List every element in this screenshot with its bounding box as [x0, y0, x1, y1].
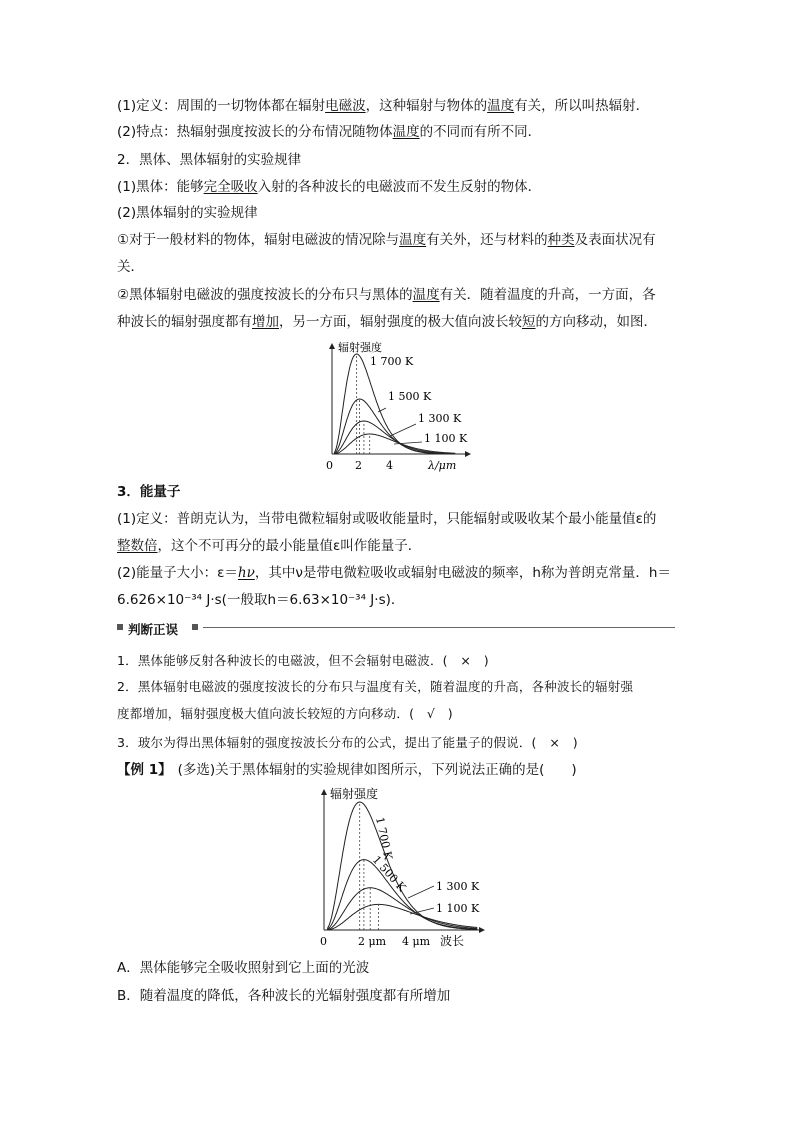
x-tick-4: 4 — [386, 459, 393, 472]
subheading-blackbody-law: (2)黑体辐射的实验规律 — [117, 205, 258, 221]
section-heading-blackbody: 2．黑体、黑体辐射的实验规律 — [117, 152, 302, 168]
option-b: B．随着温度的降低，各种波长的光辐射强度都有所增加 — [117, 988, 451, 1004]
series-label-1300: 1 300 K — [418, 412, 462, 425]
feature-thermal-radiation: (2)特点：热辐射强度按波长的分布情况随物体温度的不同而有所不同． — [117, 124, 542, 140]
square-bullet-icon — [117, 624, 123, 630]
series-label-1700: 1 700 K — [370, 355, 414, 368]
quantum-size: (2)能量子大小：ε＝hν，其中ν是带电微粒吸收或辐射电磁波的频率，h称为普朗克常量．h＝ — [117, 565, 671, 581]
curve-1500K — [327, 860, 477, 930]
def-blackbody: (1)黑体：能够完全吸收入射的各种波长的电磁波而不发生反射的物体． — [117, 179, 542, 195]
def-quantum: (1)定义：普朗克认为，当带电微粒辐射或吸收能量时，只能辐射或吸收某个最小能量值ε的 — [117, 511, 657, 527]
blackbody-chart-2 — [312, 784, 492, 950]
x-axis-label: 波长 — [440, 934, 465, 948]
series-label-1300: 1 300 K — [436, 880, 480, 893]
series-label-1700: 1 700 K — [373, 815, 395, 861]
x-tick-0: 0 — [320, 935, 327, 948]
x-tick-0: 0 — [326, 459, 333, 472]
law-point-1: ①对于一般材料的物体，辐射电磁波的情况除与温度有关外，还与材料的种类及表面状况有 — [117, 232, 656, 248]
y-axis-label: 辐射强度 — [330, 787, 379, 801]
x-tick-2um: 2 μm — [358, 935, 387, 948]
curve-1500K — [334, 399, 455, 454]
series-label-1100: 1 100 K — [436, 902, 480, 915]
judge-title: 判断正误 — [128, 622, 179, 637]
header-rule — [203, 627, 675, 628]
blackbody-chart-1 — [318, 338, 478, 474]
y-axis-label: 辐射强度 — [338, 341, 382, 354]
def-thermal-radiation: (1)定义：周围的一切物体都在辐射电磁波，这种辐射与物体的温度有关，所以叫热辐射． — [117, 98, 650, 114]
judge-item-2: 2．黑体辐射电磁波的强度按波长的分布只与温度有关，随着温度的升高，各种波长的辐射强 — [117, 679, 634, 694]
x-tick-2: 2 — [355, 459, 362, 472]
quantum-size-cont: 6.626×10⁻³⁴ J·s(一般取h＝6.63×10⁻³⁴ J·s)． — [117, 592, 405, 608]
section-heading-quantum: 3．能量子 — [117, 484, 181, 500]
law-point-2: ②黑体辐射电磁波的强度按波长的分布只与黑体的温度有关．随着温度的升高，一方面，各 — [117, 287, 656, 303]
example-1: 【例 1】 (多选)关于黑体辐射的实验规律如图所示，下列说法正确的是( ) — [117, 762, 577, 778]
judge-item-2-cont: 度都增加，辐射强度极大值向波长较短的方向移动．( √ ) — [117, 706, 453, 721]
series-label-1500: 1 500 K — [369, 853, 409, 895]
option-a: A．黑体能够完全吸收照射到它上面的光波 — [117, 960, 370, 976]
square-bullet-icon — [192, 624, 198, 630]
judge-item-3: 3．玻尔为得出黑体辐射的强度按波长分布的公式，提出了能量子的假说．( × ) — [117, 735, 578, 750]
x-tick-4um: 4 μm — [402, 935, 431, 948]
def-quantum-cont: 整数倍，这个不可再分的最小能量值ε叫作能量子． — [117, 538, 422, 554]
judge-item-1: 1．黑体能够反射各种波长的电磁波，但不会辐射电磁波．( × ) — [117, 653, 489, 668]
law-point-1-cont: 关． — [117, 259, 144, 275]
judge-header — [117, 620, 675, 636]
x-axis-label: λ/μm — [428, 459, 457, 472]
law-point-2-cont: 种波长的辐射强度都有增加，另一方面，辐射强度的极大值向波长较短的方向移动，如图． — [117, 314, 657, 330]
series-label-1500: 1 500 K — [388, 390, 432, 403]
series-label-1100: 1 100 K — [424, 432, 468, 445]
